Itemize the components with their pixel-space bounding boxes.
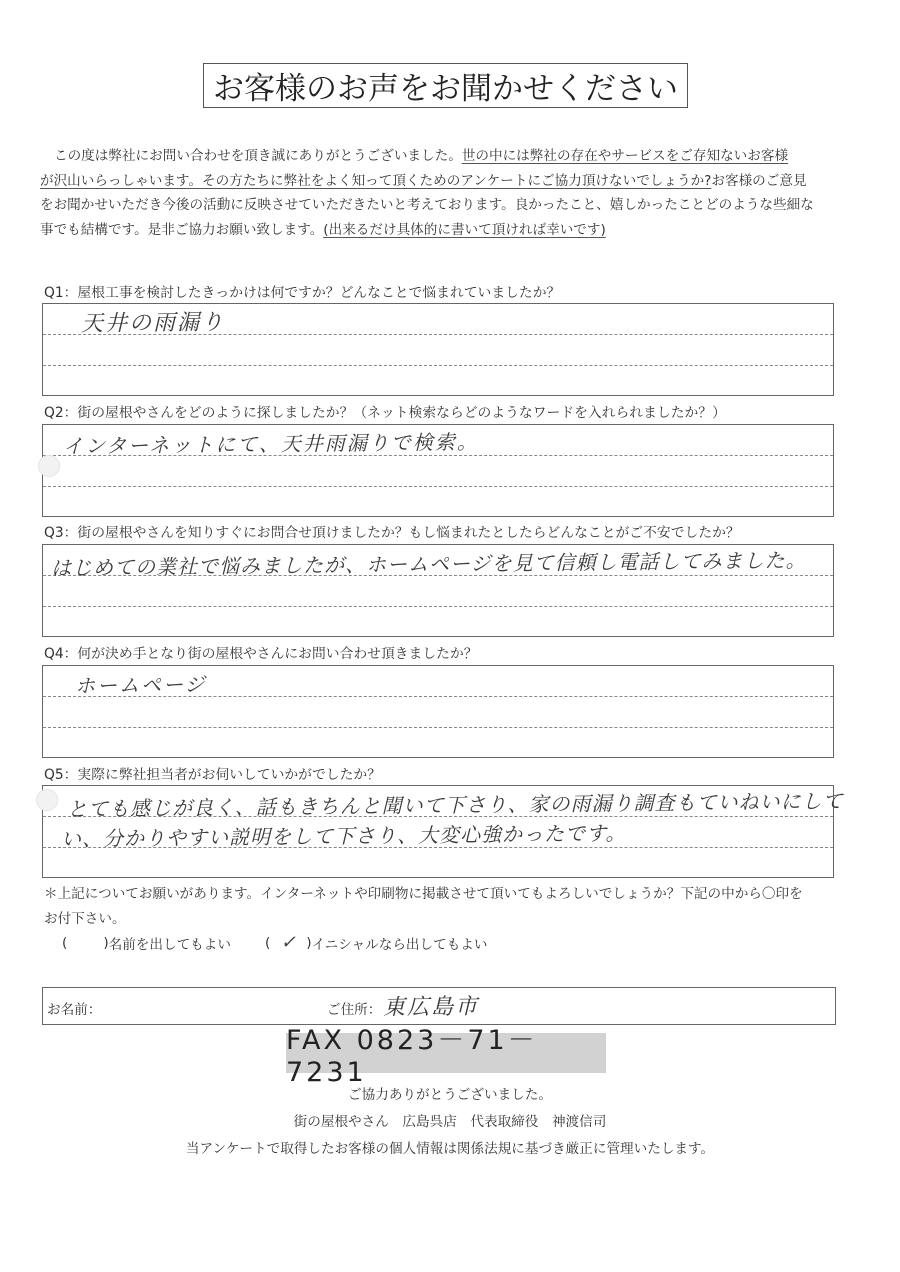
- question-4-label: Q4：何が決め手となり街の屋根やさんにお問い合わせ頂きましたか？: [44, 646, 478, 662]
- intro-underlined-text: 世の中には弊社の存在やサービスをご存知ないお客様: [461, 148, 789, 164]
- name-label: お名前：: [47, 1002, 102, 1018]
- punch-hole: [38, 455, 60, 477]
- question-2-label: Q2：街の屋根やさんをどのように探しましたか？（ネット検索ならどのようなワードを入れられましたか？）: [44, 405, 726, 421]
- option-label: イニシャルなら出してもよい: [311, 936, 488, 953]
- handwritten-answer: とても感じが良く、話もきちんと聞いて下さり、家の雨漏り調査もていねいにして: [66, 788, 844, 822]
- question-2-answer-box[interactable]: [42, 424, 834, 517]
- intro-paragraph: [40, 144, 860, 242]
- checkmark-icon[interactable]: ✓: [280, 932, 296, 953]
- question-3-answer-box[interactable]: [42, 544, 834, 637]
- intro-text: この度は弊社にお問い合わせを頂き誠にありがとうございました。: [54, 148, 462, 164]
- handwritten-answer: い、分かりやすい説明をして下さり、大変心強かったです。: [60, 821, 627, 851]
- ruled-line: [43, 727, 833, 728]
- permission-note: お付下さい。: [44, 911, 126, 927]
- intro-text: をお聞かせいただき今後の活動に反映させていただきたいと考えております。良かったこと、嬉しかったことどのような些細な: [40, 197, 814, 213]
- question-3-label: Q3：街の屋根やさんを知りすぐにお問合せ頂けましたか？もし悩まれたとしたらどんなことがご不安でしたか？: [44, 525, 740, 541]
- page-title: お客様のお声をお聞かせください: [203, 63, 688, 108]
- option-initials[interactable]: ( ✓ ) イニシャルなら出してもよい: [264, 932, 488, 953]
- handwritten-answer: はじめての業社で悩みましたが、ホームページを見て信頼し電話してみました。: [50, 548, 807, 580]
- intro-text: お客様のご意見: [711, 172, 807, 189]
- question-1-answer-box[interactable]: [42, 303, 834, 396]
- intro-text: 事でも結構です。是非ご協力お願い致します。: [40, 221, 324, 238]
- handwritten-answer: ホームページ: [74, 672, 207, 698]
- permission-note: ＊上記についてお願いがあります。インターネットや印刷物に掲載させて頂いてもよろしいでしょうか？下記の中から〇印を: [44, 886, 803, 902]
- ruled-line: [43, 486, 833, 487]
- handwritten-answer: 天井の雨漏り: [80, 310, 226, 337]
- punch-hole: [36, 789, 58, 811]
- question-4-answer-box[interactable]: [42, 665, 834, 758]
- handwritten-answer: インターネットにて、天井雨漏りで検索。: [62, 429, 479, 459]
- ruled-line: [43, 606, 833, 607]
- option-full-name[interactable]: ( ) 名前を出してもよい: [62, 934, 231, 953]
- intro-underlined-text: が沢山いらっしゃいます。その方たちに弊社をよく知って頂くためのアンケートにご協力頂けないでしょうか?: [40, 172, 712, 189]
- fax-number: FAX 0823－71－7231: [286, 1033, 606, 1073]
- question-5-label: Q5：実際に弊社担当者がお伺いしていかがでしたか？: [44, 767, 381, 783]
- company-signature: 街の屋根やさん 広島呉店 代表取締役 神渡信司: [293, 1114, 607, 1130]
- address-label: ご住所：: [327, 1002, 382, 1018]
- address-field[interactable]: 東広島市: [382, 994, 480, 1021]
- thanks-text: ご協力ありがとうございました。: [348, 1087, 552, 1103]
- question-5-answer-box[interactable]: [42, 785, 844, 878]
- option-label: 名前を出してもよい: [108, 936, 231, 953]
- ruled-line: [43, 365, 833, 366]
- privacy-notice: 当アンケートで取得したお客様の個人情報は関係法規に基づき厳正に管理いたします。: [185, 1141, 715, 1157]
- question-1-label: Q1：屋根工事を検討したきっかけは何ですか？どんなことで悩まれていましたか？: [44, 285, 561, 301]
- intro-underlined-text: (出来るだけ具体的に書いて頂ければ幸いです): [323, 221, 606, 238]
- permission-options: [62, 932, 522, 953]
